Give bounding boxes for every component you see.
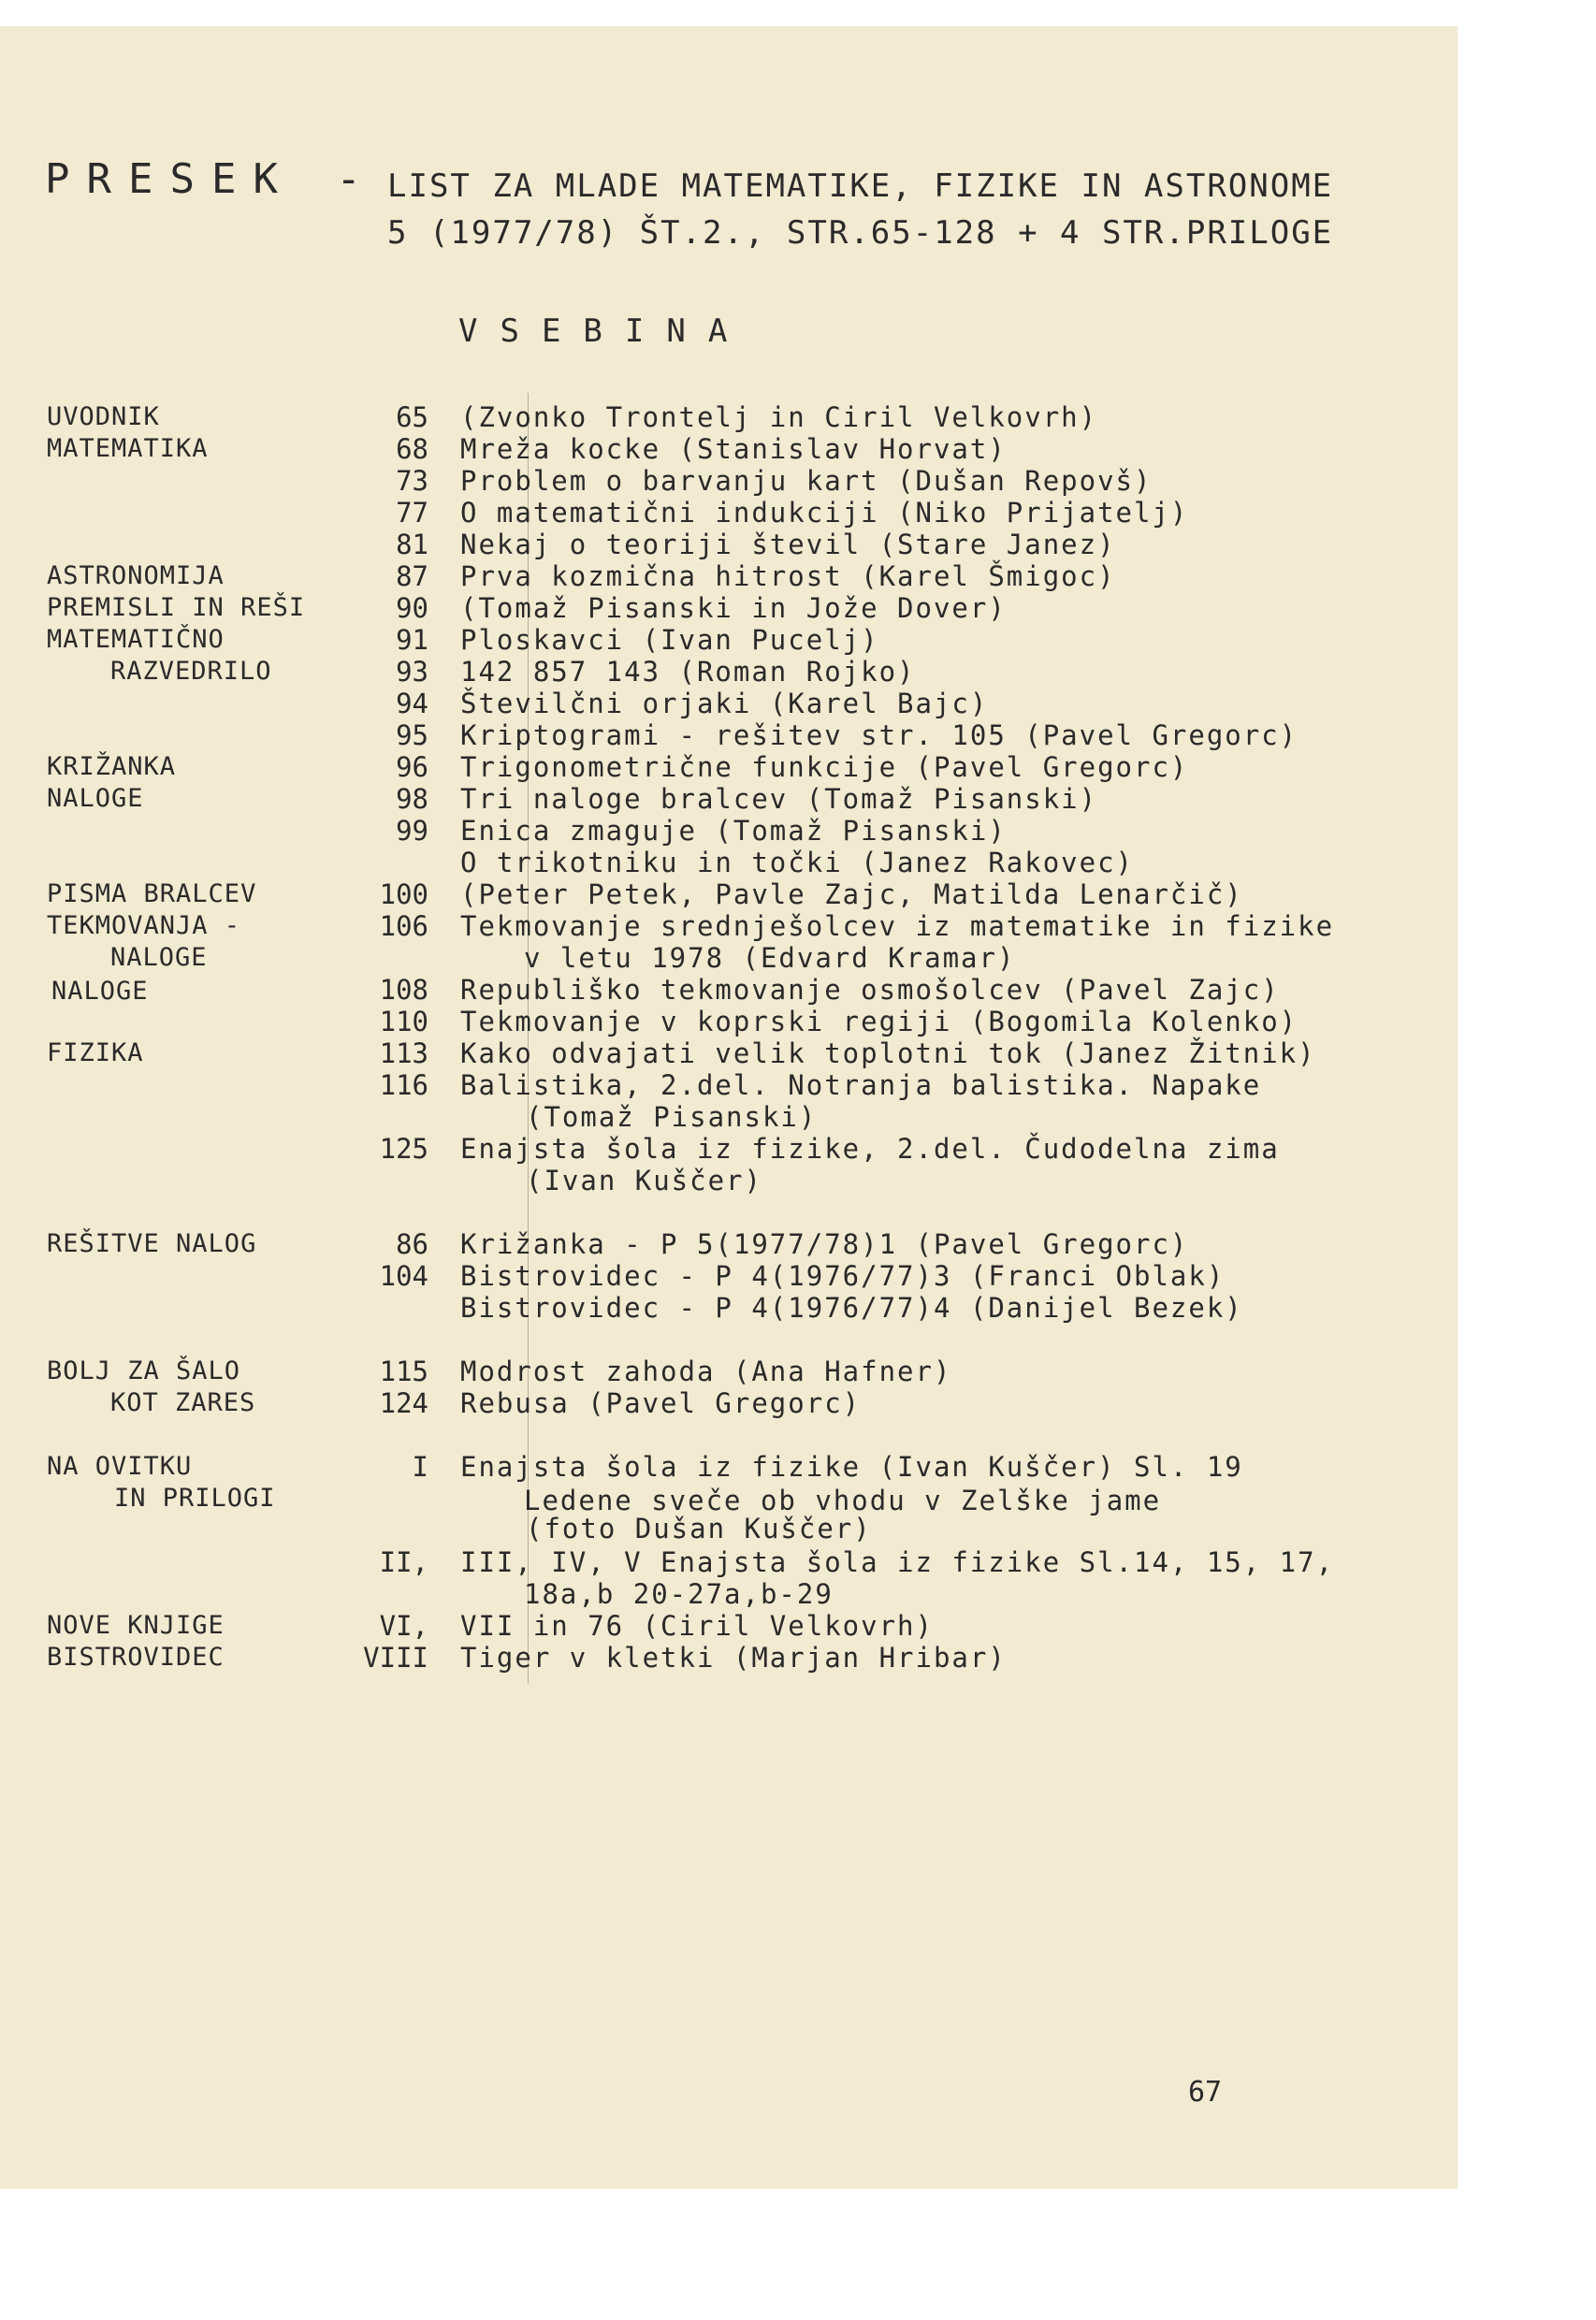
page-ref: 91 <box>396 624 428 656</box>
toc-entry: Prva kozmična hitrost (Karel Šmigoc) <box>460 560 1116 592</box>
section-label: NALOGE <box>47 784 144 813</box>
toc-entry: Ledene sveče ob vhodu v Zelške jame <box>524 1485 1162 1516</box>
page-ref: 94 <box>396 688 428 719</box>
toc-entry: Bistrovidec - P 4(1976/77)3 (Franci Oblak) <box>460 1260 1226 1292</box>
toc-entry: Kriptogrami - rešitev str. 105 (Pavel Gregorc) <box>460 719 1299 751</box>
page-ref: 104 <box>379 1260 428 1292</box>
toc-entry: Problem o barvanju kart (Dušan Repovš) <box>460 465 1153 497</box>
toc-entry: Trigonometrične funkcije (Pavel Gregorc) <box>460 751 1189 783</box>
section-label: REŠITVE NALOG <box>47 1229 257 1258</box>
page-ref: 93 <box>396 656 428 688</box>
toc-entry: (Ivan Kuščer) <box>526 1165 762 1196</box>
page-ref: 108 <box>379 974 428 1006</box>
page-ref: 106 <box>379 910 428 942</box>
toc-entry: O matematični indukciji (Niko Prijatelj) <box>460 497 1189 529</box>
toc-entry: Mreža kocke (Stanislav Horvat) <box>460 433 1007 465</box>
page-ref: VIII <box>363 1642 428 1674</box>
toc-entry: (Peter Petek, Pavle Zajc, Matilda Lenarčič) <box>460 878 1243 910</box>
page-ref: II, <box>379 1546 428 1578</box>
toc-entry: O trikotniku in točki (Janez Rakovec) <box>460 847 1135 878</box>
toc-entry: v letu 1978 (Edvard Kramar) <box>524 942 1016 974</box>
section-label: IN PRILOGI <box>114 1484 276 1513</box>
page-ref: 125 <box>379 1133 428 1165</box>
toc-entry: Enajsta šola iz fizike, 2.del. Čudodelna zima <box>460 1133 1280 1165</box>
section-label: BOLJ ZA ŠALO <box>47 1356 241 1385</box>
subtitle-line-2: 5 (1977/78) ŠT.2., STR.65-128 + 4 STR.PRILOGE <box>387 214 1334 252</box>
page-ref: 73 <box>396 465 428 497</box>
page-ref: 77 <box>396 497 428 529</box>
toc-entry: Balistika, 2.del. Notranja balistika. Napake <box>460 1069 1262 1101</box>
toc-entry: Tiger v kletki (Marjan Hribar) <box>460 1642 1007 1674</box>
section-label: PREMISLI IN REŠI <box>47 593 306 622</box>
section-label: KRIŽANKA <box>47 752 177 781</box>
toc-entry: (foto Dušan Kuščer) <box>526 1513 872 1544</box>
toc-entry: Nekaj o teoriji števil (Stare Janez) <box>460 529 1116 560</box>
page-ref: 99 <box>396 815 428 847</box>
toc-entry: Bistrovidec - P 4(1976/77)4 (Danijel Bezek) <box>460 1292 1243 1324</box>
toc-entry: Rebusa (Pavel Gregorc) <box>460 1387 862 1419</box>
page-ref: 65 <box>396 401 428 433</box>
toc-entry: VII in 76 (Ciril Velkovrh) <box>460 1610 934 1642</box>
section-label: KOT ZARES <box>110 1388 256 1417</box>
toc-entry: III, IV, V Enajsta šola iz fizike Sl.14, 15, 17, <box>460 1546 1335 1578</box>
toc-entry: Ploskavci (Ivan Pucelj) <box>460 624 879 656</box>
page-ref: I <box>412 1451 428 1483</box>
toc-entry: (Zvonko Trontelj in Ciril Velkovrh) <box>460 401 1098 433</box>
toc-entry: Enica zmaguje (Tomaž Pisanski) <box>460 815 1007 847</box>
toc-entry: 142 857 143 (Roman Rojko) <box>460 656 916 688</box>
page-ref: 87 <box>396 560 428 592</box>
page-ref: 90 <box>396 592 428 624</box>
toc-entry: (Tomaž Pisanski in Jože Dover) <box>460 592 1007 624</box>
toc-entry: Križanka - P 5(1977/78)1 (Pavel Gregorc) <box>460 1228 1189 1260</box>
section-label: PISMA BRALCEV <box>47 879 257 908</box>
section-label: NA OVITKU <box>47 1452 193 1481</box>
page-ref: 116 <box>379 1069 428 1101</box>
section-label: MATEMATIKA <box>47 434 209 463</box>
section-label: ASTRONOMIJA <box>47 561 225 590</box>
toc-entry: Kako odvajati velik toplotni tok (Janez Žitnik) <box>460 1037 1316 1069</box>
section-label: FIZIKA <box>47 1038 144 1067</box>
page-ref: VI, <box>379 1610 428 1642</box>
page-ref: 113 <box>379 1037 428 1069</box>
section-label: NOVE KNJIGE <box>47 1611 225 1640</box>
toc-entry: Številčni orjaki (Karel Bajc) <box>460 688 989 719</box>
page-ref: 68 <box>396 433 428 465</box>
page-ref: 110 <box>379 1006 428 1037</box>
toc-entry: Tri naloge bralcev (Tomaž Pisanski) <box>460 783 1098 815</box>
section-label: MATEMATIČNO <box>47 625 225 654</box>
page-ref: 86 <box>396 1228 428 1260</box>
section-label: UVODNIK <box>47 402 160 431</box>
page-ref: 100 <box>379 878 428 910</box>
toc-entry: Republiško tekmovanje osmošolcev (Pavel Zajc) <box>460 974 1280 1006</box>
section-label: RAZVEDRILO <box>110 657 272 686</box>
section-label: NALOGE <box>110 943 208 972</box>
page-number: 67 <box>1188 2076 1223 2109</box>
section-label: BISTROVIDEC <box>47 1643 225 1672</box>
toc-entry: (Tomaž Pisanski) <box>526 1101 818 1133</box>
toc-entry: Tekmovanje srednješolcev iz matematike in fizike <box>460 910 1335 942</box>
section-label: NALOGE <box>51 977 149 1006</box>
page-ref: 115 <box>379 1356 428 1387</box>
page-ref: 95 <box>396 719 428 751</box>
page-ref: 81 <box>396 529 428 560</box>
section-label: TEKMOVANJA - <box>47 911 241 940</box>
page-ref: 98 <box>396 783 428 815</box>
subtitle-line-1: LIST ZA MLADE MATEMATIKE, FIZIKE IN ASTRONOME <box>387 167 1334 205</box>
toc-entry: 18a,b 20-27a,b-29 <box>524 1578 834 1610</box>
page-ref: 96 <box>396 751 428 783</box>
toc-entry: Modrost zahoda (Ana Hafner) <box>460 1356 952 1387</box>
toc-entry: Enajsta šola iz fizike (Ivan Kuščer) Sl. 19 <box>460 1451 1243 1483</box>
page-ref: 124 <box>379 1387 428 1419</box>
toc-heading: VSEBINA <box>458 312 750 350</box>
toc-entry: Tekmovanje v koprski regiji (Bogomila Kolenko) <box>460 1006 1299 1037</box>
magazine-title: PRESEK - <box>45 155 378 203</box>
